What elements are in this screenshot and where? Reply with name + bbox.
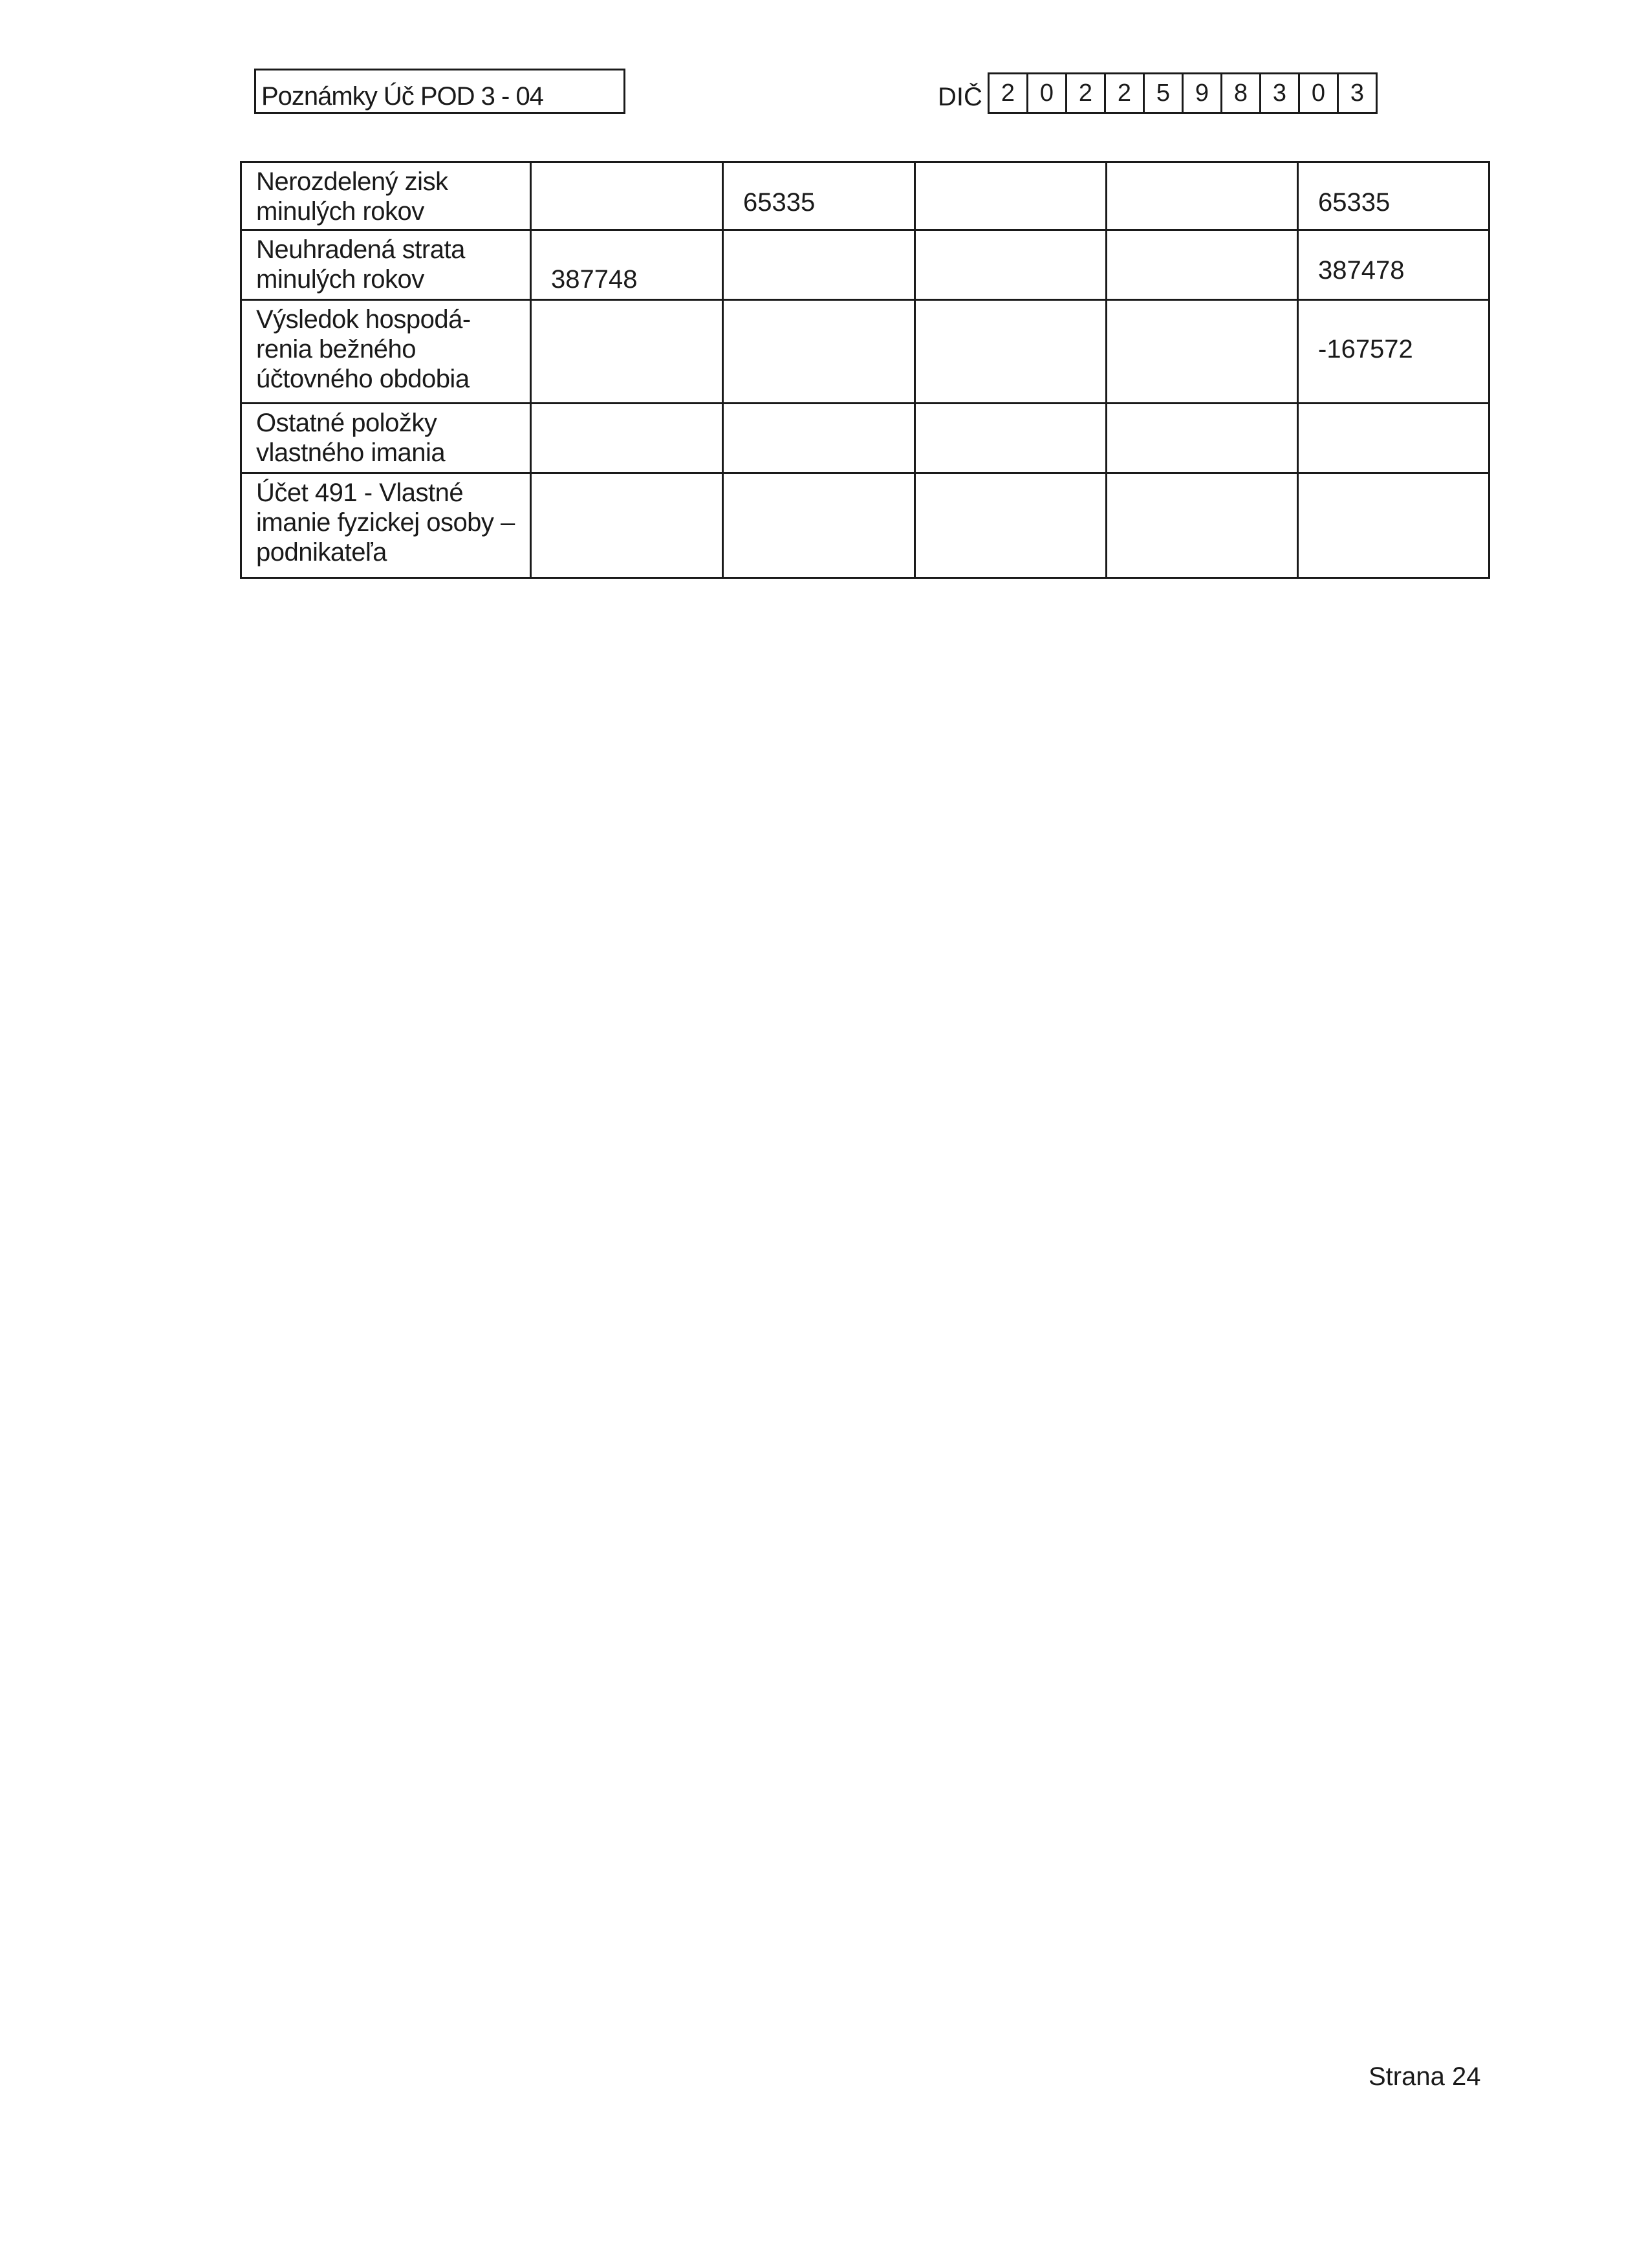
row-label	[241, 300, 531, 404]
dic-label: DIČ	[938, 83, 982, 111]
equity-table	[240, 161, 1490, 579]
row-label-text: Ostatné položky vlastného imania	[256, 409, 446, 467]
table-row	[241, 162, 1489, 230]
row-label-text: Neuhradená strata minulých rokov	[256, 235, 465, 294]
table-cell	[915, 473, 1107, 578]
table-cell	[1107, 162, 1298, 230]
dic-digit: 0	[1028, 74, 1067, 112]
page-number: Strana 24	[1369, 2062, 1481, 2091]
row-label-text: Účet 491 - Vlastné imanie fyzickej osoby – podnikateľa	[256, 479, 515, 567]
dic-digit: 5	[1145, 74, 1184, 112]
table-cell	[1298, 473, 1489, 578]
form-id-box	[254, 69, 625, 114]
table-cell	[531, 162, 723, 230]
table-cell: 387478	[1298, 230, 1489, 300]
dic-digit: 3	[1339, 74, 1378, 112]
dic-digit: 2	[1106, 74, 1145, 112]
table-row	[241, 300, 1489, 404]
dic-digit: 2	[990, 74, 1028, 112]
dic-field	[938, 69, 1378, 114]
table-cell: 65335	[723, 162, 915, 230]
table-cell	[915, 300, 1107, 404]
table-cell	[1107, 300, 1298, 404]
table-cell	[1298, 404, 1489, 473]
table-cell	[915, 404, 1107, 473]
dic-digit: 3	[1261, 74, 1300, 112]
table-cell	[723, 404, 915, 473]
dic-digit-boxes	[988, 72, 1378, 114]
table-cell	[531, 473, 723, 578]
row-label	[241, 473, 531, 578]
table-cell	[1107, 473, 1298, 578]
table-cell	[915, 230, 1107, 300]
row-label-text: Nerozdelený zisk minulých rokov	[256, 167, 448, 226]
row-label-text: Výsledok hospodá- renia bežného účtovného obdobia	[256, 305, 471, 393]
table-cell	[531, 404, 723, 473]
row-label	[241, 404, 531, 473]
dic-digit: 2	[1067, 74, 1106, 112]
table-row	[241, 230, 1489, 300]
dic-digit: 8	[1222, 74, 1261, 112]
table-cell: -167572	[1298, 300, 1489, 404]
dic-digit: 9	[1184, 74, 1222, 112]
table-cell	[1107, 404, 1298, 473]
table-cell: 65335	[1298, 162, 1489, 230]
table-cell	[915, 162, 1107, 230]
table-row	[241, 404, 1489, 473]
row-label	[241, 162, 531, 230]
form-id: Poznámky Úč POD 3 - 04	[261, 82, 543, 111]
row-label	[241, 230, 531, 300]
table-cell	[1107, 230, 1298, 300]
dic-digit: 0	[1300, 74, 1339, 112]
table-row	[241, 473, 1489, 578]
table-cell: 387748	[531, 230, 723, 300]
table-cell	[531, 300, 723, 404]
table-cell	[723, 473, 915, 578]
table-cell	[723, 300, 915, 404]
table-cell	[723, 230, 915, 300]
